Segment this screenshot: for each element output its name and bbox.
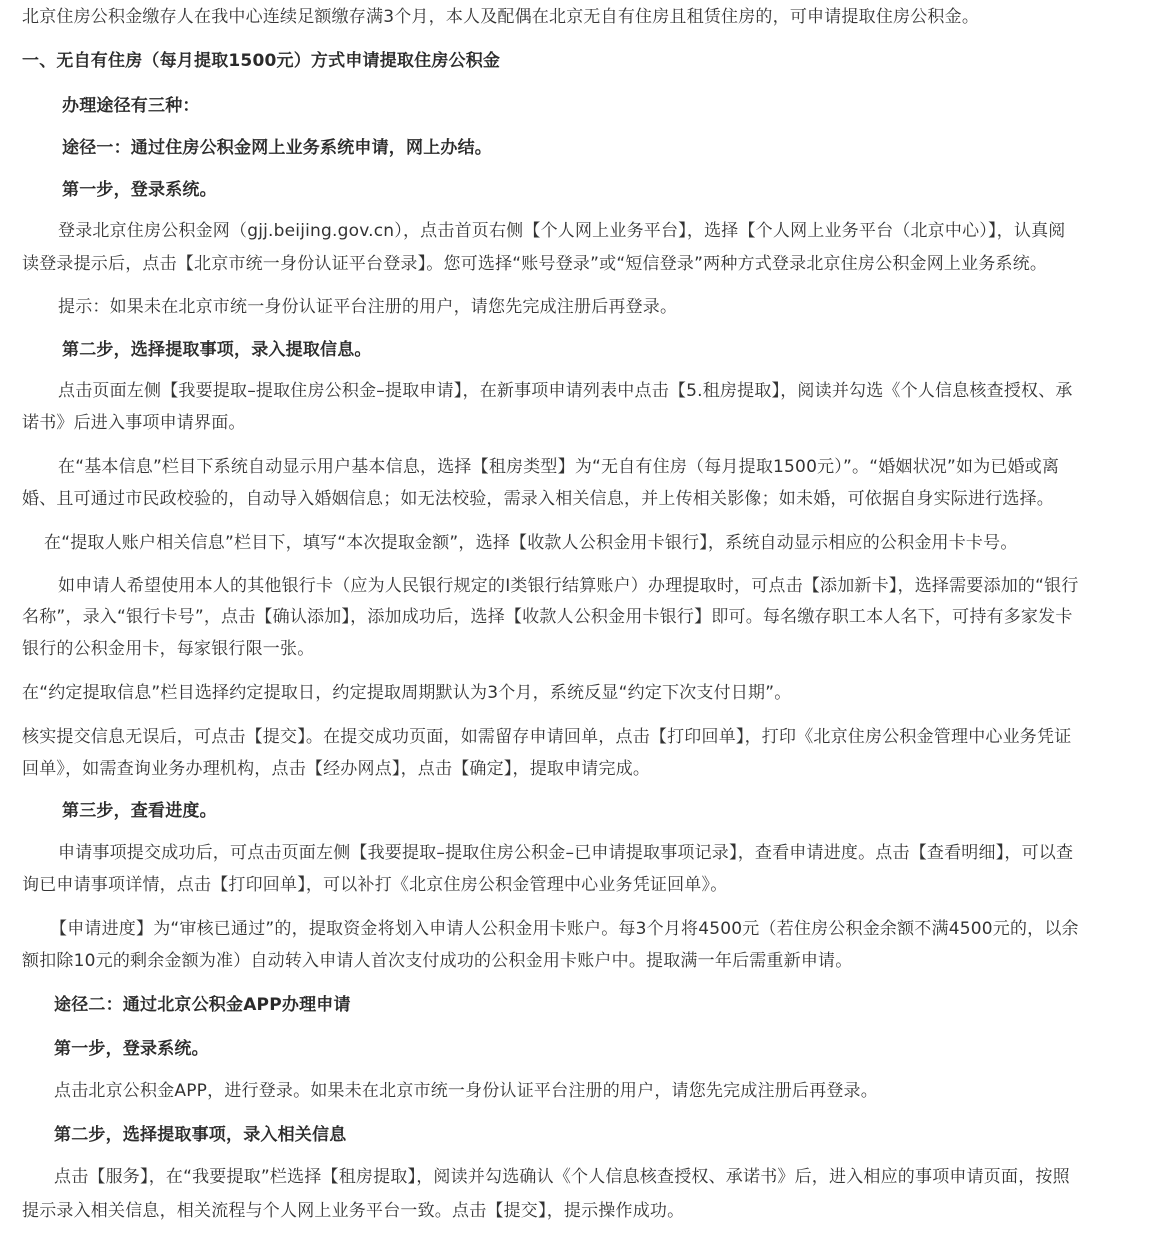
channel1-step3-p1-line2: 询已申请事项详情，点击【打印回单】，可以补打《北京住房公积金管理中心业务凭证回单》。	[22, 875, 728, 895]
channel1-step2-p3: 在“提取人账户相关信息”栏目下，填写“本次提取金额”，选择【收款人公积金用卡银行】，系统自动显示相应的公积金用卡卡号。	[44, 533, 1018, 553]
channel1-step2-title: 第二步，选择提取事项，录入提取信息。	[62, 340, 372, 360]
channel1-step1-paragraph-line2: 读登录提示后，点击【北京市统一身份认证平台登录】。您可选择“账号登录”或“短信登录”两种方式登录北京住房公积金网上业务系统。	[22, 254, 1048, 274]
channel1-step2-p2-line1: 在“基本信息”栏目下系统自动显示用户基本信息，选择【租房类型】为“无自有住房（每月提取1500元）”。“婚姻状况”如为已婚或离	[58, 457, 1060, 477]
channel1-step2-p6-line2: 回单》，如需查询业务办理机构，点击【经办网点】，点击【确定】，提取申请完成。	[22, 759, 651, 779]
channel1-step3-p2-line1: 【申请进度】为“审核已通过”的，提取资金将划入申请人公积金用卡账户。每3个月将4500元（若住房公积金余额不满4500元的，以余	[50, 919, 1079, 939]
channels-heading: 办理途径有三种：	[62, 96, 200, 116]
channel2-step2-title: 第二步，选择提取事项，录入相关信息	[54, 1125, 347, 1145]
channel2-step2-p1-line2: 提示录入相关信息，相关流程与个人网上业务平台一致。点击【提交】，提示操作成功。	[22, 1201, 685, 1221]
section-title: 一、无自有住房（每月提取1500元）方式申请提取住房公积金	[22, 51, 501, 71]
channel1-step2-p1-line1: 点击页面左侧【我要提取–提取住房公积金–提取申请】，在新事项申请列表中点击【5.租房提取】，阅读并勾选《个人信息核查授权、承	[58, 381, 1073, 401]
channel2-step1-title: 第一步，登录系统。	[54, 1039, 209, 1059]
channel1-step2-p1-line2: 诺书》后进入事项申请界面。	[22, 413, 246, 433]
channel1-step1-paragraph-line1: 登录北京住房公积金网（gjj.beijing.gov.cn），点击首页右侧【个人网上业务平台】，选择【个人网上业务平台（北京中心）】，认真阅	[58, 221, 1066, 241]
channel1-step3-p1-line1: 申请事项提交成功后，可点击页面左侧【我要提取–提取住房公积金–已申请提取事项记录】，查看申请进度。点击【查看明细】，可以查	[58, 843, 1074, 863]
channel2-title: 途径二：通过北京公积金APP办理申请	[54, 995, 351, 1015]
channel1-step2-p6-line1: 核实提交信息无误后，可点击【提交】。在提交成功页面，如需留存申请回单，点击【打印回单】，打印《北京住房公积金管理中心业务凭证	[22, 727, 1072, 747]
channel1-step2-p4-line3: 银行的公积金用卡，每家银行限一张。	[22, 639, 315, 659]
channel1-step2-p2-line2: 婚、且可通过市民政校验的，自动导入婚姻信息；如无法校验，需录入相关信息，并上传相关影像；如未婚，可依据自身实际进行选择。	[22, 489, 1054, 509]
channel1-step1-tip: 提示：如果未在北京市统一身份认证平台注册的用户，请您先完成注册后再登录。	[58, 297, 678, 317]
channel2-step1-paragraph: 点击北京公积金APP，进行登录。如果未在北京市统一身份认证平台注册的用户，请您先完成注册后再登录。	[54, 1081, 878, 1101]
channel1-step3-title: 第三步，查看进度。	[62, 801, 217, 821]
channel1-step2-p5: 在“约定提取信息”栏目选择约定提取日，约定提取周期默认为3个月，系统反显“约定下次支付日期”。	[22, 683, 792, 703]
channel1-title: 途径一：通过住房公积金网上业务系统申请，网上办结。	[62, 138, 492, 158]
channel1-step2-p4-line2: 名称”，录入“银行卡号”，点击【确认添加】，添加成功后，选择【收款人公积金用卡银行】即可。每名缴存职工本人名下，可持有多家发卡	[22, 607, 1073, 627]
channel2-step2-p1-line1: 点击【服务】，在“我要提取”栏选择【租房提取】，阅读并勾选确认《个人信息核查授权、承诺书》后，进入相应的事项申请页面，按照	[54, 1167, 1070, 1187]
channel1-step3-p2-line2: 额扣除10元的剩余金额为准）自动转入申请人首次支付成功的公积金用卡账户中。提取满一年后需重新申请。	[22, 951, 853, 971]
channel1-step2-p4-line1: 如申请人希望使用本人的其他银行卡（应为人民银行规定的I类银行结算账户）办理提取时，可点击【添加新卡】，选择需要添加的“银行	[58, 576, 1079, 596]
channel1-step1-title: 第一步，登录系统。	[62, 180, 217, 200]
intro-paragraph: 北京住房公积金缴存人在我中心连续足额缴存满3个月，本人及配偶在北京无自有住房且租赁住房的，可申请提取住房公积金。	[22, 7, 980, 27]
